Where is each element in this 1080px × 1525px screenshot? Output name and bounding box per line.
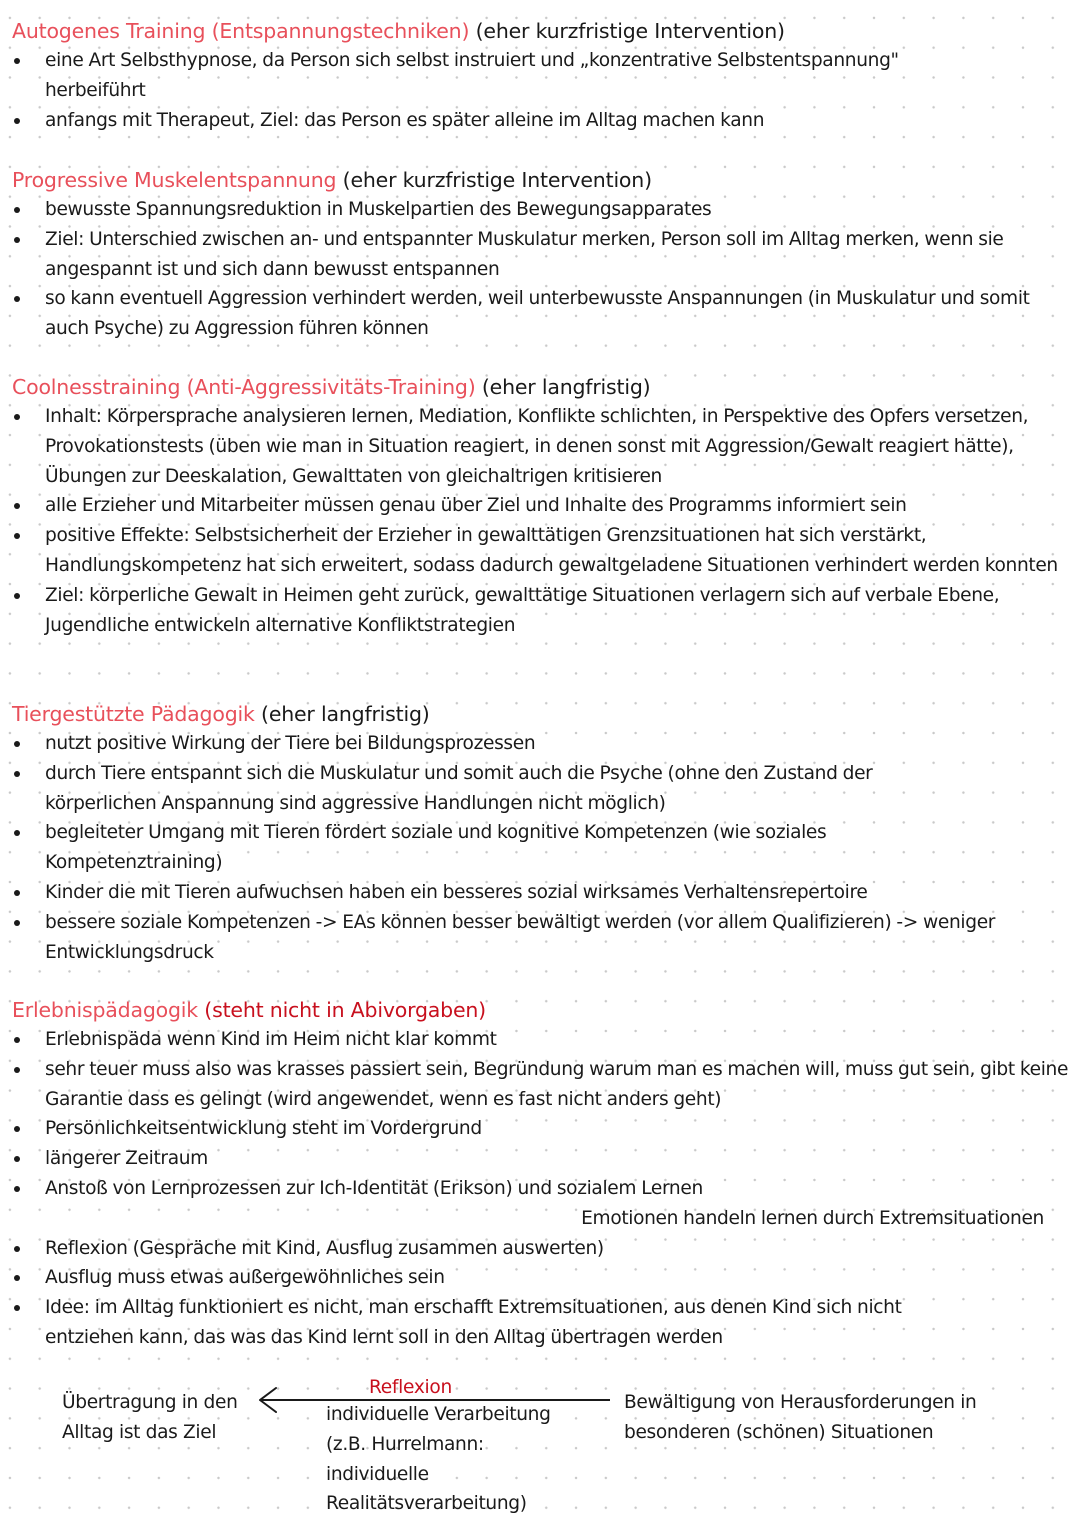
section-coolnesstraining [12,372,1072,640]
list-item: so kann eventuell Aggression verhindert werden, weil unterbewusste Anspannungen (in Muskulatur und somit auch Psyche) zu Aggression führen können [12,284,1072,344]
diagram-goal-line: Übertragung in den [62,1392,238,1413]
arrow-label-reflexion: Reflexion [369,1377,452,1398]
section-note: (eher langfristig) [481,375,651,399]
list-item: sehr teuer muss also was krasses passiert sein, Begründung warum man es machen will, muss gut sein, gibt keine Garantie dass es gelingt (wird angewendet, wenn es fast nicht anders geht) [12,1055,1072,1115]
bullet-list [12,46,1072,135]
section-title: Autogenes Training (Entspannungstechniken) [12,19,470,43]
list-item: Ziel: körperliche Gewalt in Heimen geht zurück, gewalttätige Situationen verlagern sich auf verbale Ebene, Jugendliche entwickeln alternative Konfliktstrategien [12,581,1072,641]
diagram-challenge-text [624,1388,977,1448]
list-item: anfangs mit Therapeut, Ziel: das Person es später alleine im Alltag machen kann [12,106,1072,136]
bullet-list [12,195,1072,344]
section-title: Erlebnispädagogik [12,998,198,1022]
reflexion-diagram [0,1372,1080,1522]
section-erlebnispaedagogik [12,995,1072,1353]
section-warning-note: (steht nicht in Abivorgaben) [204,998,486,1022]
section-note: (eher kurzfristige Intervention) [342,168,652,192]
list-item: bewusste Spannungsreduktion in Muskelpartien des Bewegungsapparates [12,195,1072,225]
list-item: Ziel: Unterschied zwischen an- und entspannter Muskulatur merken, Person soll im Alltag merken, wenn sie angespannt ist und sich dann bewusst entspannen [12,225,1072,285]
section-tiergestuetzte-paedagogik [12,699,1072,967]
diagram-challenge-line: besonderen (schönen) Situationen [624,1421,934,1443]
diagram-processing-line: (z.B. Hurrelmann: [326,1433,484,1455]
list-item: Kinder die mit Tieren aufwuchsen haben ein besseres sozial wirksames Verhaltensrepertoire [12,878,1072,908]
list-item-continuation: Emotionen handeln lernen durch Extremsituationen [581,1207,1044,1229]
section-title: Coolnesstraining (Anti-Aggressivitäts-Training) [12,375,476,399]
list-item: positive Effekte: Selbstsicherheit der Erzieher in gewalttätigen Grenzsituationen hat sich verstärkt, Handlungskompetenz hat sich erweitert, sodass dadurch gewaltgeladene Situationen verhindert werden konnten [12,521,1072,581]
diagram-processing-line: individuelle [326,1463,429,1485]
list-item: Anstoß von Lernprozessen zur Ich-Identität (Erikson) und sozialem Lernen [12,1174,1072,1204]
bullet-list [12,729,1072,967]
list-item: Idee: im Alltag funktioniert es nicht, man erschafft Extremsituationen, aus denen Kind sich nicht entziehen kann, das was das Kind lernt soll in den Alltag übertragen werden [12,1293,1072,1353]
section-title: Progressive Muskelentspannung [12,168,337,192]
section-title: Tiergestützte Pädagogik [12,702,255,726]
section-heading [12,995,1072,1025]
list-item: alle Erzieher und Mitarbeiter müssen genau über Ziel und Inhalte des Programms informiert sein [12,491,1072,521]
section-heading [12,699,1072,729]
section-note: (eher kurzfristige Intervention) [475,19,785,43]
bullet-list [12,1025,1072,1353]
section-autogenes-training [12,16,1072,135]
bullet-list [12,402,1072,640]
diagram-goal-line: Alltag ist das Ziel [62,1421,217,1443]
section-heading [12,16,1072,46]
list-item: durch Tiere entspannt sich die Muskulatur und somit auch die Psyche (ohne den Zustand der körperlichen Anspannung sind aggressive Handlungen nicht möglich) [12,759,1072,819]
diagram-processing-text [326,1400,551,1519]
list-item: Persönlichkeitsentwicklung steht im Vordergrund [12,1114,1072,1144]
list-item: begleiteter Umgang mit Tieren fördert soziale und kognitive Kompetenzen (wie soziales Kompetenztraining) [12,818,1072,878]
list-item: bessere soziale Kompetenzen -> EAs können besser bewältigt werden (vor allem Qualifizieren) -> weniger Entwicklungsdruck [12,908,1072,968]
section-note: (eher langfristig) [261,702,430,726]
diagram-goal-text [62,1388,238,1448]
diagram-challenge-line: Bewältigung von Herausforderungen in [624,1392,977,1413]
list-item: Ausflug muss etwas außergewöhnliches sein [12,1263,1072,1293]
diagram-processing-line: Realitätsverarbeitung) [326,1493,527,1515]
list-item: nutzt positive Wirkung der Tiere bei Bildungsprozessen [12,729,1072,759]
list-item: eine Art Selbsthypnose, da Person sich selbst instruiert und „konzentrative Selbstentspannung" herbeiführt [12,46,1072,106]
list-item: Erlebnispäda wenn Kind im Heim nicht klar kommt [12,1025,1072,1055]
section-heading [12,165,1072,195]
list-item: längerer Zeitraum [12,1144,1072,1174]
list-item: Inhalt: Körpersprache analysieren lernen, Mediation, Konflikte schlichten, in Perspektive des Opfers versetzen, Provokationstests (üben wie man in Situation reagiert, in denen sonst mit Aggression/Gewalt reagiert hätte), Übungen zur Deeskalation, Gewalttaten von gleichaltrigen kritisieren [12,402,1072,491]
diagram-processing-line: individuelle Verarbeitung [326,1404,551,1425]
list-item: Reflexion (Gespräche mit Kind, Ausflug zusammen auswerten) [12,1234,1072,1264]
section-progressive-muskelentspannung [12,165,1072,344]
section-heading [12,372,1072,402]
